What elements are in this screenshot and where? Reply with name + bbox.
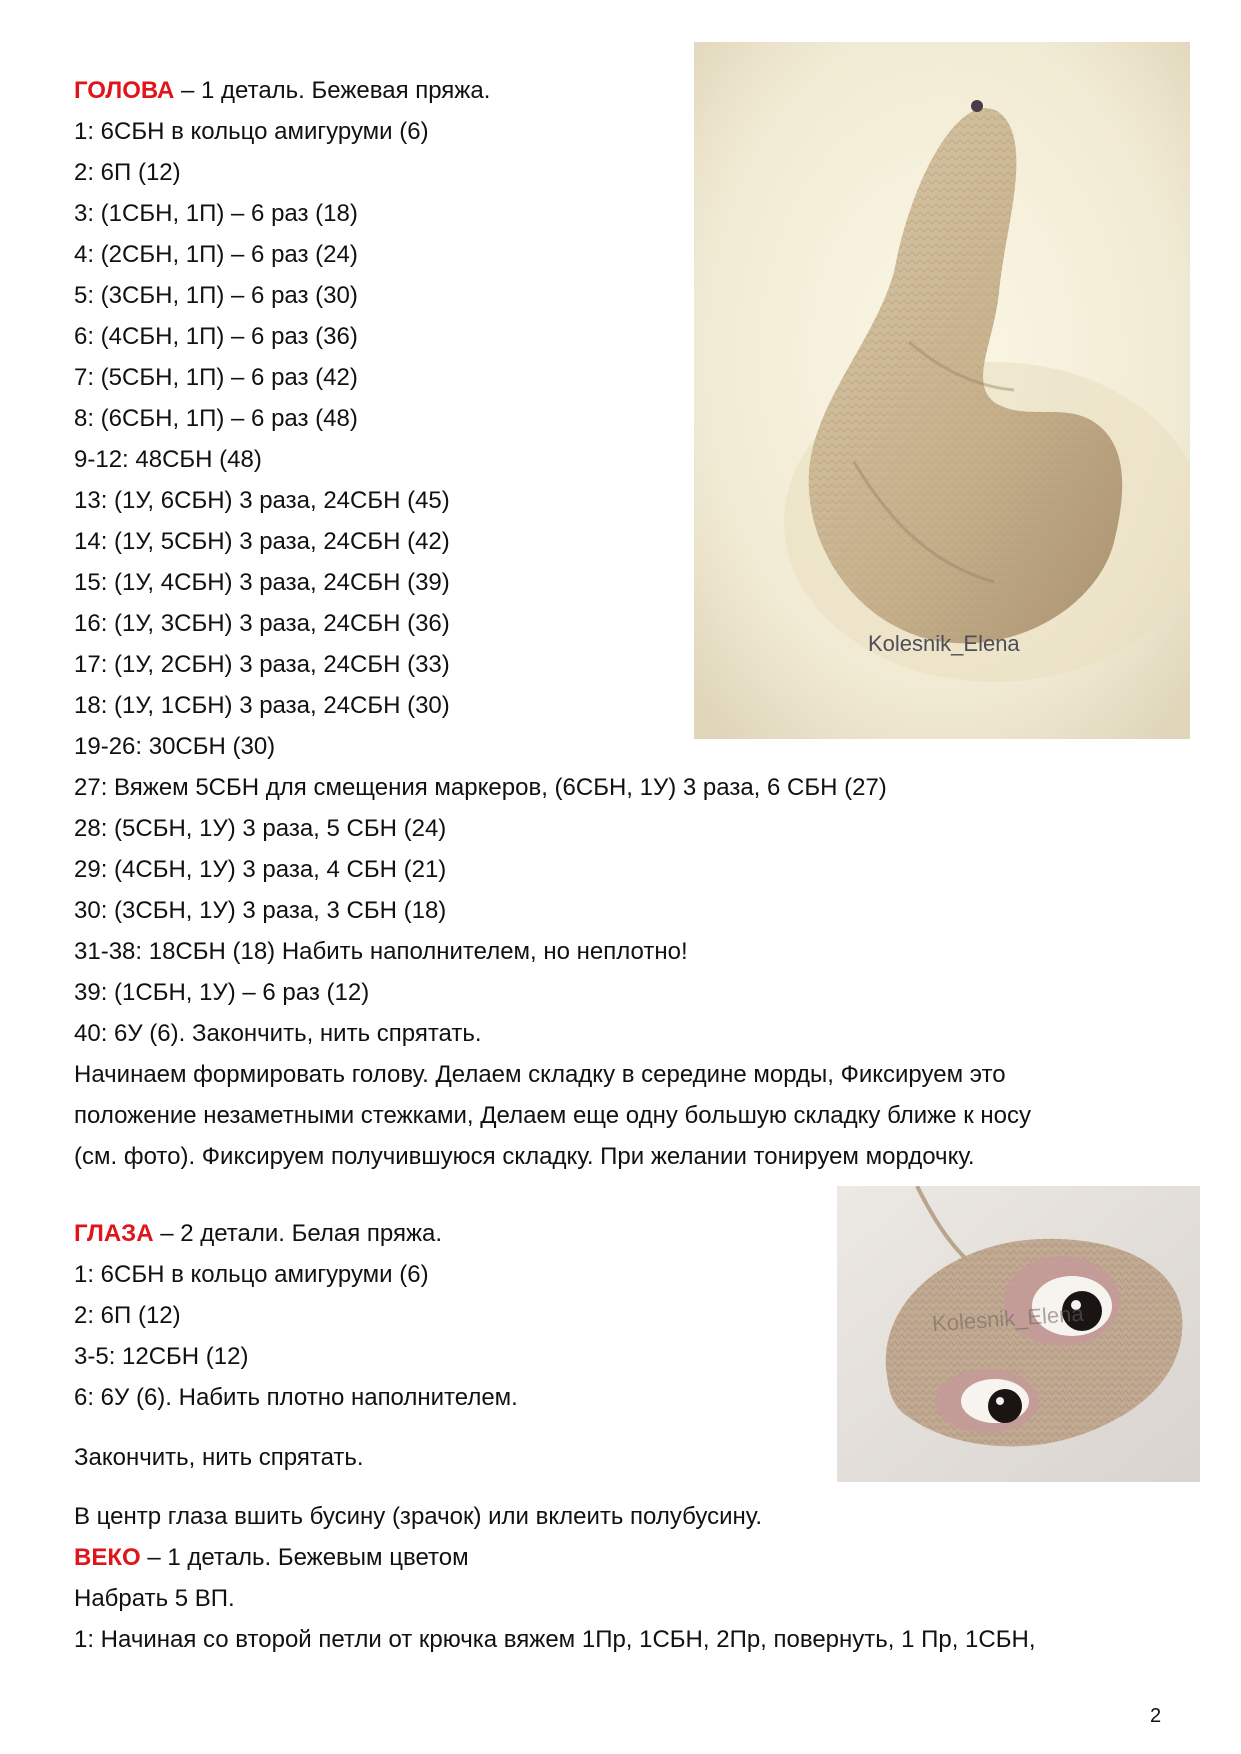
watermark-head: Kolesnik_Elena: [868, 631, 1020, 656]
head-photo: [694, 42, 1190, 739]
head-row: 7: (5СБН, 1П) – 6 раз (42): [74, 364, 358, 391]
head-title-rest: – 1 деталь. Бежевая пряжа.: [174, 77, 491, 104]
eyes-row: 6: 6У (6). Набить плотно наполнителем.: [74, 1384, 518, 1411]
eyelid-title-rest: – 1 деталь. Бежевым цветом: [140, 1544, 469, 1571]
head-row: 5: (3СБН, 1П) – 6 раз (30): [74, 282, 358, 309]
head-row: 8: (6СБН, 1П) – 6 раз (48): [74, 405, 358, 432]
head-paragraph-line: положение незаметными стежками, Делаем еще одну большую складку ближе к носу: [74, 1102, 1031, 1129]
eyelid-title: ВЕКО: [74, 1544, 141, 1571]
eyes-row: 1: 6СБН в кольцо амигуруми (6): [74, 1261, 429, 1288]
eyes-note: В центр глаза вшить бусину (зрачок) или вклеить полубусину.: [74, 1503, 763, 1530]
head-row: 30: (3СБН, 1У) 3 раза, 3 СБН (18): [74, 897, 447, 924]
head-row: 27: Вяжем 5СБН для смещения маркеров, (6СБН, 1У) 3 раза, 6 СБН (27): [74, 774, 887, 801]
head-row: 16: (1У, 3СБН) 3 раза, 24СБН (36): [74, 610, 450, 637]
head-row: 6: (4СБН, 1П) – 6 раз (36): [74, 323, 358, 350]
head-paragraph-line: Начинаем формировать голову. Делаем складку в середине морды, Фиксируем это: [74, 1061, 1006, 1088]
head-row: 2: 6П (12): [74, 159, 181, 186]
eyes-section-title: [74, 1219, 442, 1249]
head-row: 39: (1СБН, 1У) – 6 раз (12): [74, 979, 370, 1006]
head-row: 3: (1СБН, 1П) – 6 раз (18): [74, 200, 358, 227]
eyelid-row: 1: Начиная со второй петли от крючка вяжем 1Пр, 1СБН, 2Пр, повернуть, 1 Пр, 1СБН,: [74, 1626, 1036, 1653]
head-row: 18: (1У, 1СБН) 3 раза, 24СБН (30): [74, 692, 450, 719]
eyelid-section-title: [74, 1543, 469, 1573]
head-row: 19-26: 30СБН (30): [74, 733, 276, 760]
head-row: 40: 6У (6). Закончить, нить спрятать.: [74, 1020, 482, 1047]
head-row: 13: (1У, 6СБН) 3 раза, 24СБН (45): [74, 487, 450, 514]
eyes-row: 3-5: 12СБН (12): [74, 1343, 249, 1370]
eyes-row: 2: 6П (12): [74, 1302, 181, 1329]
page-number: 2: [1150, 1705, 1162, 1727]
head-row: 17: (1У, 2СБН) 3 раза, 24СБН (33): [74, 651, 450, 678]
eyes-photo: [837, 1186, 1200, 1482]
head-title: ГОЛОВА: [74, 77, 175, 104]
eyes-title-rest: – 2 детали. Белая пряжа.: [153, 1220, 443, 1247]
head-row: 15: (1У, 4СБН) 3 раза, 24СБН (39): [74, 569, 450, 596]
eyes-title: ГЛАЗА: [74, 1220, 154, 1247]
eyes-photo-image: [837, 1186, 1200, 1482]
eyes-finish: Закончить, нить спрятать.: [74, 1444, 364, 1471]
head-row: 29: (4СБН, 1У) 3 раза, 4 СБН (21): [74, 856, 447, 883]
head-row: 4: (2СБН, 1П) – 6 раз (24): [74, 241, 358, 268]
head-row: 28: (5СБН, 1У) 3 раза, 5 СБН (24): [74, 815, 447, 842]
watermark-eyes: Kolesnik_Elena: [931, 1300, 1085, 1337]
head-row: 31-38: 18СБН (18) Набить наполнителем, но неплотно!: [74, 938, 688, 965]
eyelid-row: Набрать 5 ВП.: [74, 1585, 235, 1612]
head-row: 9-12: 48СБН (48): [74, 446, 262, 473]
head-paragraph-line: (см. фото). Фиксируем получившуюся складку. При желании тонируем мордочку.: [74, 1143, 975, 1170]
head-row: 14: (1У, 5СБН) 3 раза, 24СБН (42): [74, 528, 450, 555]
head-section-title: [74, 76, 490, 106]
head-row: 1: 6СБН в кольцо амигуруми (6): [74, 118, 429, 145]
